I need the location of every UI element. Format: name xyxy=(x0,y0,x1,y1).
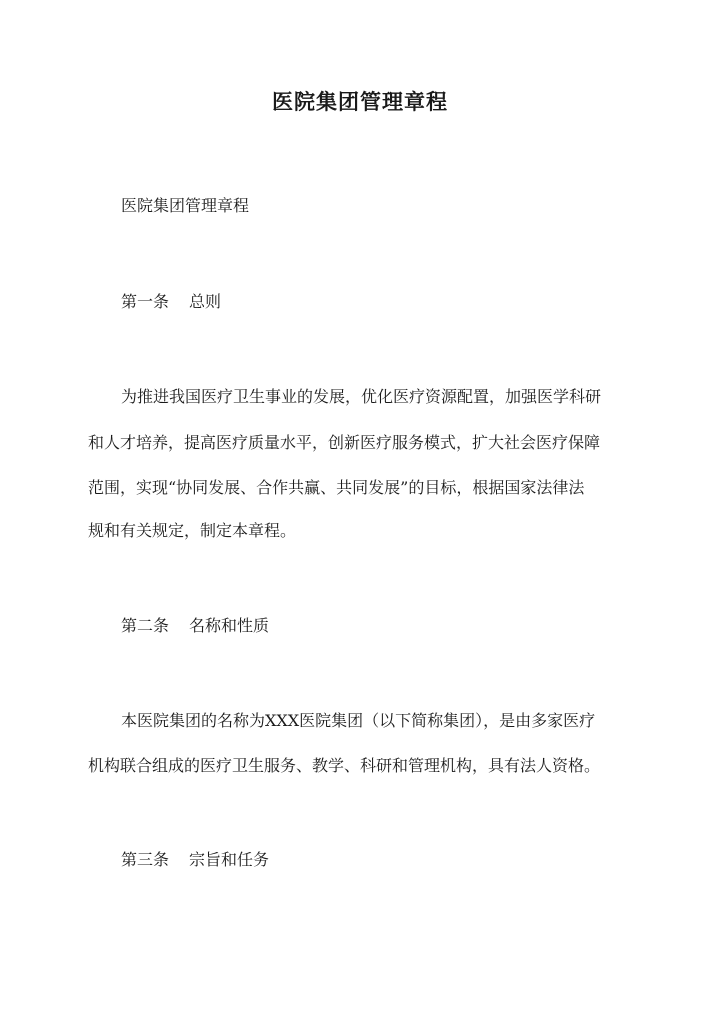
article-1-paragraph-line: 范围，实现“协同发展、合作共赢、共同发展”的目标，根据国家法律法 xyxy=(88,478,585,497)
article-1-title: 总则 xyxy=(189,292,222,311)
article-1-paragraph-line: 和人才培养，提高医疗质量水平，创新医疗服务模式，扩大社会医疗保障 xyxy=(88,433,601,452)
article-3-heading xyxy=(121,847,681,873)
article-2-number: 第二条 xyxy=(121,616,170,635)
article-2-heading xyxy=(121,613,681,639)
article-3-number: 第三条 xyxy=(121,850,170,869)
article-1-heading xyxy=(121,289,681,315)
article-1-paragraph-line: 为推进我国医疗卫生事业的发展，优化医疗资源配置，加强医学科研 xyxy=(121,387,602,406)
article-3-title: 宗旨和任务 xyxy=(189,850,270,869)
document-subtitle: 医院集团管理章程 xyxy=(121,196,250,215)
document-title: 医院集团管理章程 xyxy=(272,89,448,114)
article-1-paragraph-line: 规和有关规定，制定本章程。 xyxy=(88,521,297,540)
article-2-paragraph-line: 本医院集团的名称为XXX医院集团（以下简称集团），是由多家医疗 xyxy=(121,711,596,730)
article-2-paragraph-line: 机构联合组成的医疗卫生服务、教学、科研和管理机构，具有法人资格。 xyxy=(88,756,601,775)
article-1-number: 第一条 xyxy=(121,292,170,311)
article-2-title: 名称和性质 xyxy=(189,616,270,635)
